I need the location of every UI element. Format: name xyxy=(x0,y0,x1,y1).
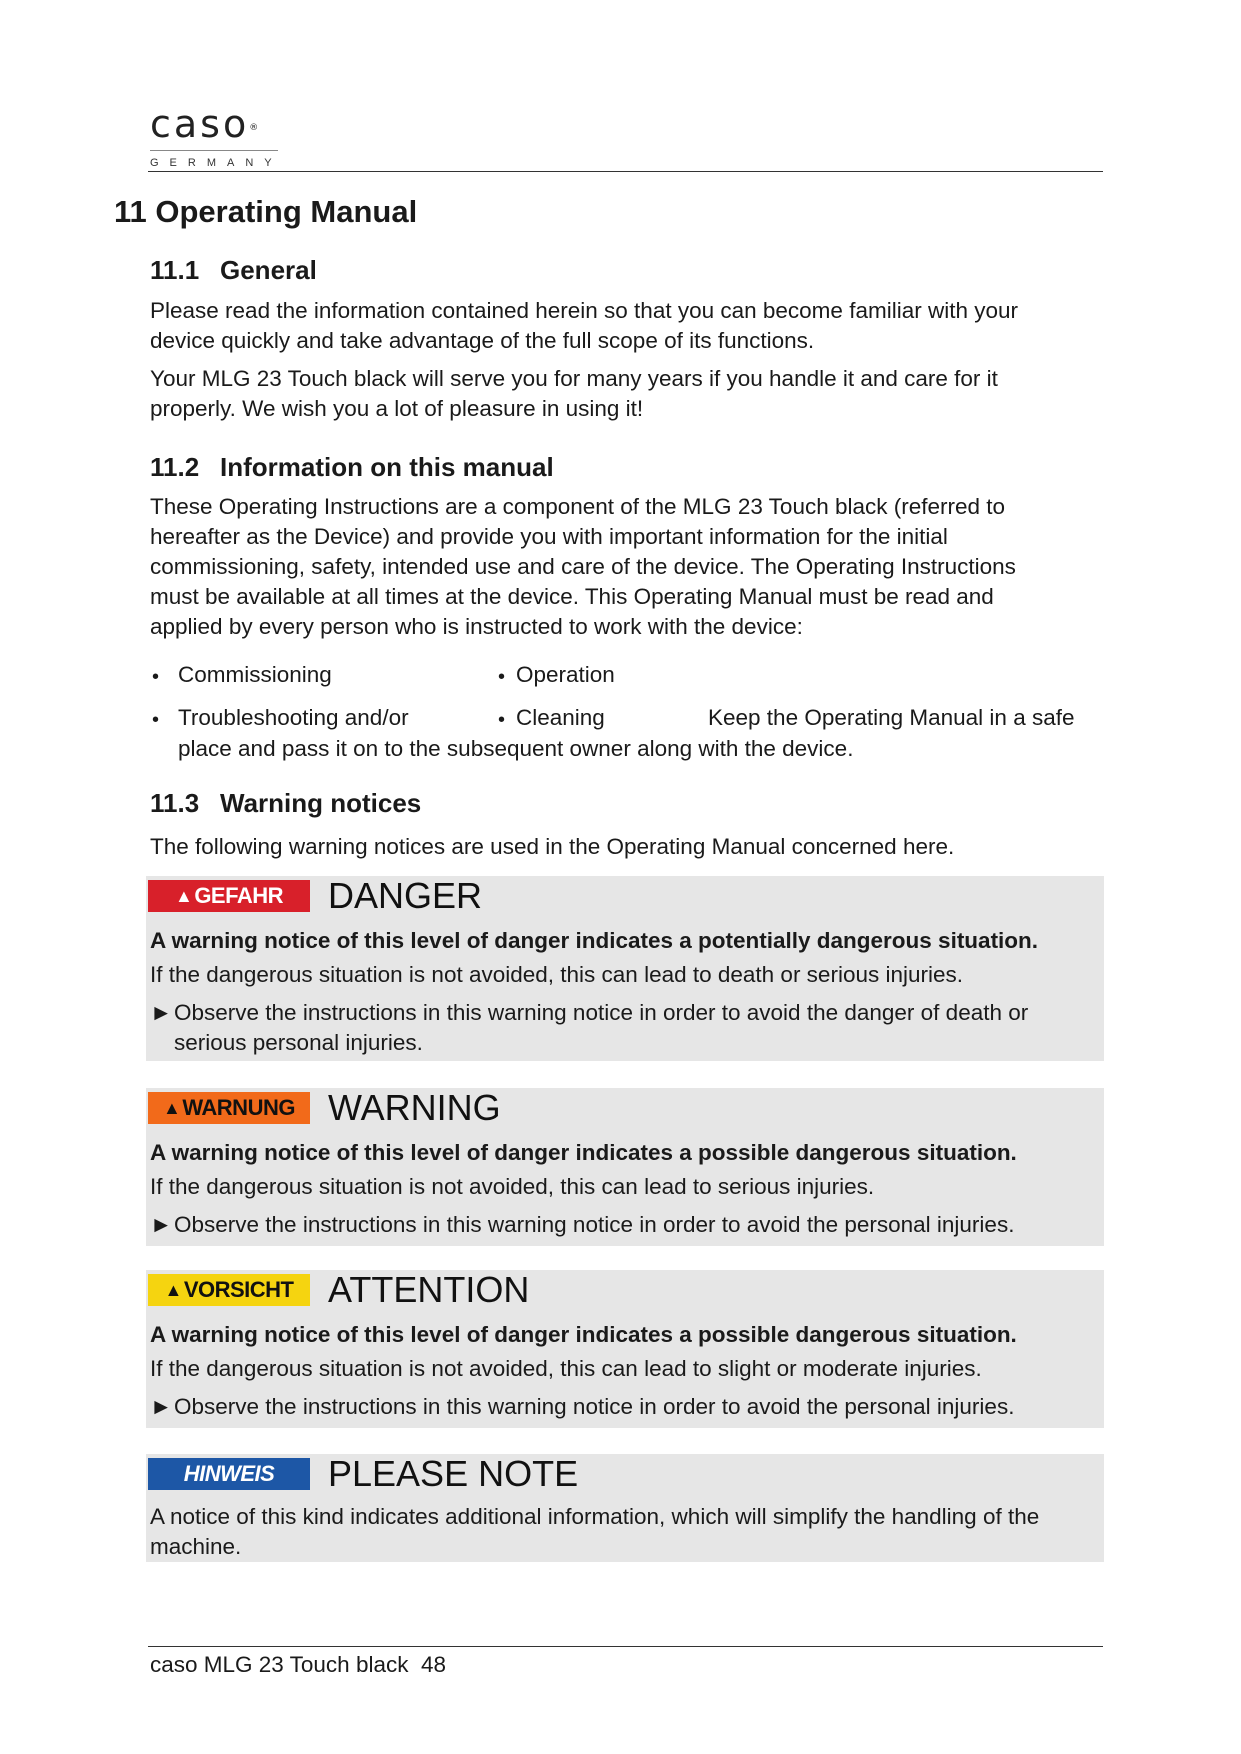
instruction-text: Observe the instructions in this warning notice in order to avoid the danger of death or xyxy=(174,1000,1029,1025)
note-badge: HINWEIS xyxy=(148,1458,310,1490)
bullet-commissioning: Commissioning xyxy=(178,662,332,687)
bullet-icon: • xyxy=(498,709,506,731)
section-number: 11.2 xyxy=(150,452,200,482)
footer-divider xyxy=(148,1646,1103,1647)
info-paragraph xyxy=(150,492,1100,642)
instruction-text: Observe the instructions in this warning notice in order to avoid the personal injuries. xyxy=(174,1394,1015,1419)
keep-manual-text: Keep the Operating Manual in a safe xyxy=(708,705,1075,730)
attention-title: ATTENTION xyxy=(328,1269,530,1310)
danger-title: DANGER xyxy=(328,875,483,916)
danger-instruction xyxy=(150,998,1100,1058)
text-line: These Operating Instructions are a component of the MLG 23 Touch black (referred to xyxy=(150,494,1006,519)
instruction-text: Observe the instructions in this warning notice in order to avoid the personal injuries. xyxy=(174,1212,1015,1237)
warning-title: WARNING xyxy=(328,1087,501,1128)
section-heading-info xyxy=(150,452,554,483)
warning-bold-text: A warning notice of this level of danger indicates a possible dangerous situation. xyxy=(150,1140,1017,1165)
logo-rule xyxy=(150,150,278,151)
general-paragraph-1 xyxy=(150,296,1100,356)
instruction-text: serious personal injuries. xyxy=(174,1030,423,1055)
text-line: A notice of this kind indicates additional information, which will simplify the handling of the xyxy=(150,1504,1040,1529)
section-heading-warnings xyxy=(150,788,421,819)
arrow-right-icon: ► xyxy=(150,1000,173,1025)
bullet-icon: • xyxy=(498,666,506,688)
text-line: properly. We wish you a lot of pleasure in using it! xyxy=(150,396,644,421)
bullet-icon: • xyxy=(152,709,160,731)
arrow-right-icon: ► xyxy=(150,1394,173,1419)
note-notice-box xyxy=(146,1454,1104,1562)
section-title: Information on this manual xyxy=(220,452,554,482)
text-line: applied by every person who is instructed to work with the device: xyxy=(150,614,803,639)
general-paragraph-2 xyxy=(150,364,1100,424)
danger-badge xyxy=(148,880,310,912)
warning-triangle-icon: ▲ xyxy=(164,1279,182,1300)
caso-logo xyxy=(150,102,283,174)
section-number: 11.1 xyxy=(150,255,200,285)
logo-word: caso xyxy=(150,102,250,146)
warning-instruction xyxy=(150,1210,1100,1240)
attention-instruction xyxy=(150,1392,1100,1422)
text-line: hereafter as the Device) and provide you with important information for the initial xyxy=(150,524,948,549)
danger-text: If the dangerous situation is not avoided, this can lead to death or serious injuries. xyxy=(150,962,963,987)
caution-badge xyxy=(148,1274,310,1306)
page-number: 48 xyxy=(421,1652,447,1677)
attention-bold-text: A warning notice of this level of danger indicates a possible dangerous situation. xyxy=(150,1322,1017,1347)
arrow-right-icon: ► xyxy=(150,1212,173,1237)
attention-notice-box xyxy=(146,1270,1104,1428)
warning-notice-box xyxy=(146,1088,1104,1246)
section-heading-general xyxy=(150,255,317,286)
badge-label: VORSICHT xyxy=(183,1277,294,1302)
danger-notice-box xyxy=(146,876,1104,1061)
attention-text: If the dangerous situation is not avoided, this can lead to slight or moderate injuries. xyxy=(150,1356,982,1381)
section-number: 11.3 xyxy=(150,788,200,818)
text-line: Your MLG 23 Touch black will serve you for many years if you handle it and care for it xyxy=(150,366,998,391)
logo-subtitle: GERMANY xyxy=(150,157,283,169)
text-line: machine. xyxy=(150,1534,242,1559)
warning-badge xyxy=(148,1092,310,1124)
bullet-icon: • xyxy=(152,666,160,688)
text-line: Please read the information contained herein so that you can become familiar with your xyxy=(150,298,1018,323)
text-line: device quickly and take advantage of the full scope of its functions. xyxy=(150,328,815,353)
warning-triangle-icon: ▲ xyxy=(174,885,193,906)
text-line: must be available at all times at the device. This Operating Manual must be read and xyxy=(150,584,994,609)
bullet-operation: Operation xyxy=(516,662,615,687)
section-title: General xyxy=(220,255,317,285)
warning-text: If the dangerous situation is not avoided, this can lead to serious injuries. xyxy=(150,1174,875,1199)
danger-bold-text: A warning notice of this level of danger indicates a potentially dangerous situation. xyxy=(150,928,1039,953)
chapter-title: 11 Operating Manual xyxy=(114,194,418,229)
section-title: Warning notices xyxy=(220,788,422,818)
text-line: commissioning, safety, intended use and care of the device. The Operating Instructions xyxy=(150,554,1016,579)
footer xyxy=(150,1652,446,1678)
warnings-intro: The following warning notices are used in the Operating Manual concerned here. xyxy=(150,834,955,859)
keep-manual-text-continued: place and pass it on to the subsequent owner along with the device. xyxy=(178,736,854,761)
note-text xyxy=(150,1502,1100,1562)
logo-registered-mark: ® xyxy=(249,123,262,133)
bullet-cleaning: Cleaning xyxy=(516,705,605,730)
header-divider xyxy=(148,171,1103,172)
warning-triangle-icon: ▲ xyxy=(163,1097,181,1118)
bullet-troubleshooting: Troubleshooting and/or xyxy=(178,705,409,730)
note-title: PLEASE NOTE xyxy=(328,1453,579,1494)
badge-label: WARNUNG xyxy=(182,1095,295,1120)
footer-product: caso MLG 23 Touch black xyxy=(150,1652,409,1677)
badge-label: GEFAHR xyxy=(194,883,283,908)
